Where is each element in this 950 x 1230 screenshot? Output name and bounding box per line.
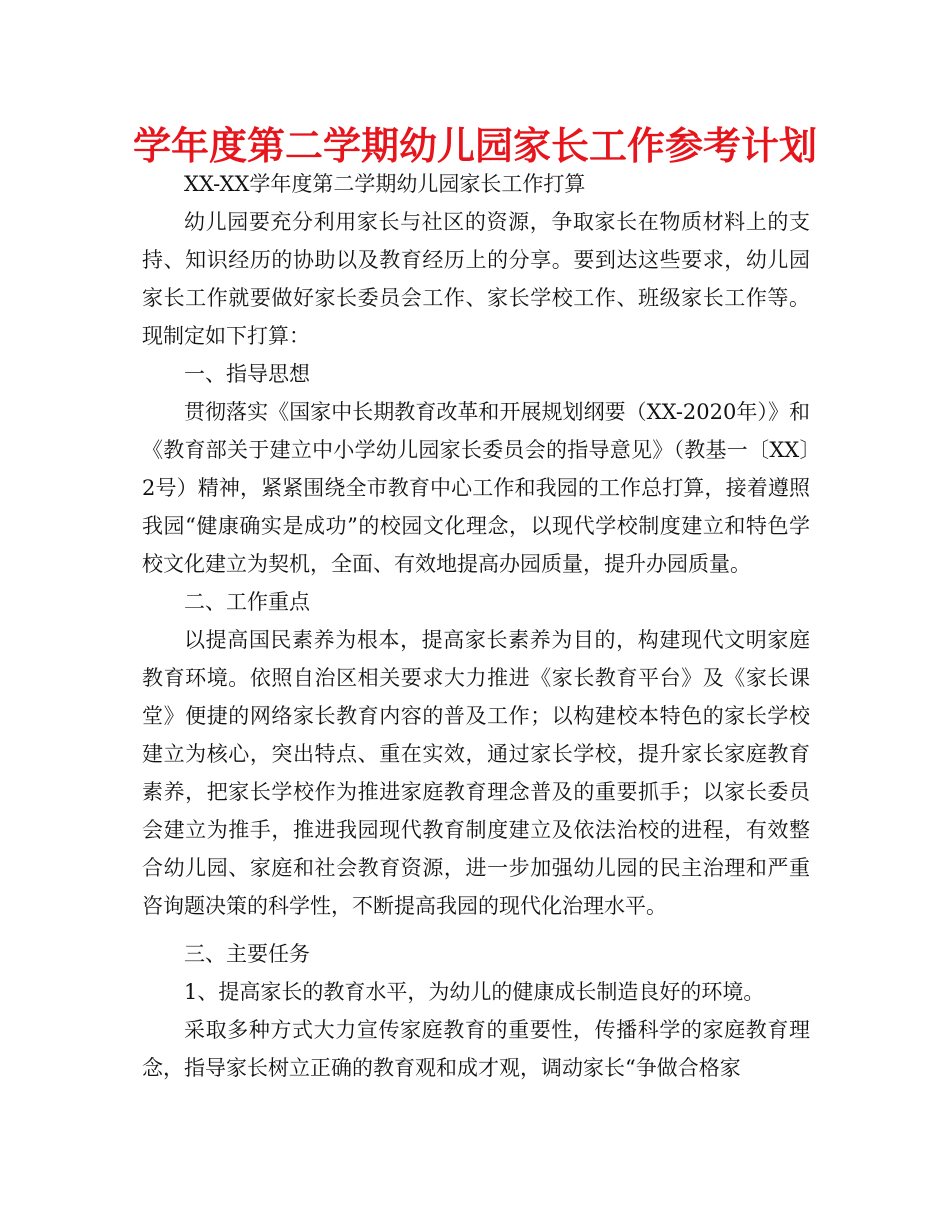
document-title: 学年度第二学期幼儿园家长工作参考计划	[132, 124, 817, 168]
task-heading-1: 1、提高家长的教育水平，为幼儿的健康成长制造良好的环境。	[184, 980, 765, 1004]
section-heading-main-tasks: 三、主要任务	[184, 942, 310, 966]
section-body-guiding-ideology: 贯彻落实《国家中长期教育改革和开展规划纲要（XX-2020年）》和《教育部关于建立中小学幼儿园家长委员会的指导意见》（教基一〔XX〕2号）精神，紧紧围绕全市教育中心工作和我园的工作总打算，接着遵照我园“健康确实是成功”的校园文化理念，以现代学校制度建立和特色学校文化建立为契机，全面、有效地提高办园质量，提升办园质量。	[142, 400, 810, 576]
document-subtitle: XX-XX学年度第二学期幼儿园家长工作打算	[184, 172, 586, 196]
section-heading-guiding-ideology: 一、指导思想	[184, 362, 310, 386]
intro-paragraph: 幼儿园要充分利用家长与社区的资源，争取家长在物质材料上的支持、知识经历的协助以及教育经历上的分享。要到达这些要求，幼儿园家长工作就要做好家长委员会工作、家长学校工作、班级家长工作等。现制定如下打算：	[142, 210, 810, 348]
task-body-1: 采取多种方式大力宣传家庭教育的重要性，传播科学的家庭教育理念，指导家长树立正确的教育观和成才观，调动家长“争做合格家	[142, 1018, 810, 1080]
document-body	[142, 165, 810, 1087]
section-heading-work-focus: 二、工作重点	[184, 590, 310, 614]
section-body-work-focus: 以提高国民素养为根本，提高家长素养为目的，构建现代文明家庭教育环境。依照自治区相关要求大力推进《家长教育平台》及《家长课堂》便捷的网络家长教育内容的普及工作；以构建校本特色的家长学校建立为核心，突出特点、重在实效，通过家长学校，提升家长家庭教育素养，把家长学校作为推进家庭教育理念普及的重要抓手；以家长委员会建立为推手，推进我园现代教育制度建立及依法治校的进程，有效整合幼儿园、家庭和社会教育资源，进一步加强幼儿园的民主治理和严重咨询题决策的科学性，不断提高我园的现代化治理水平。	[142, 628, 810, 918]
